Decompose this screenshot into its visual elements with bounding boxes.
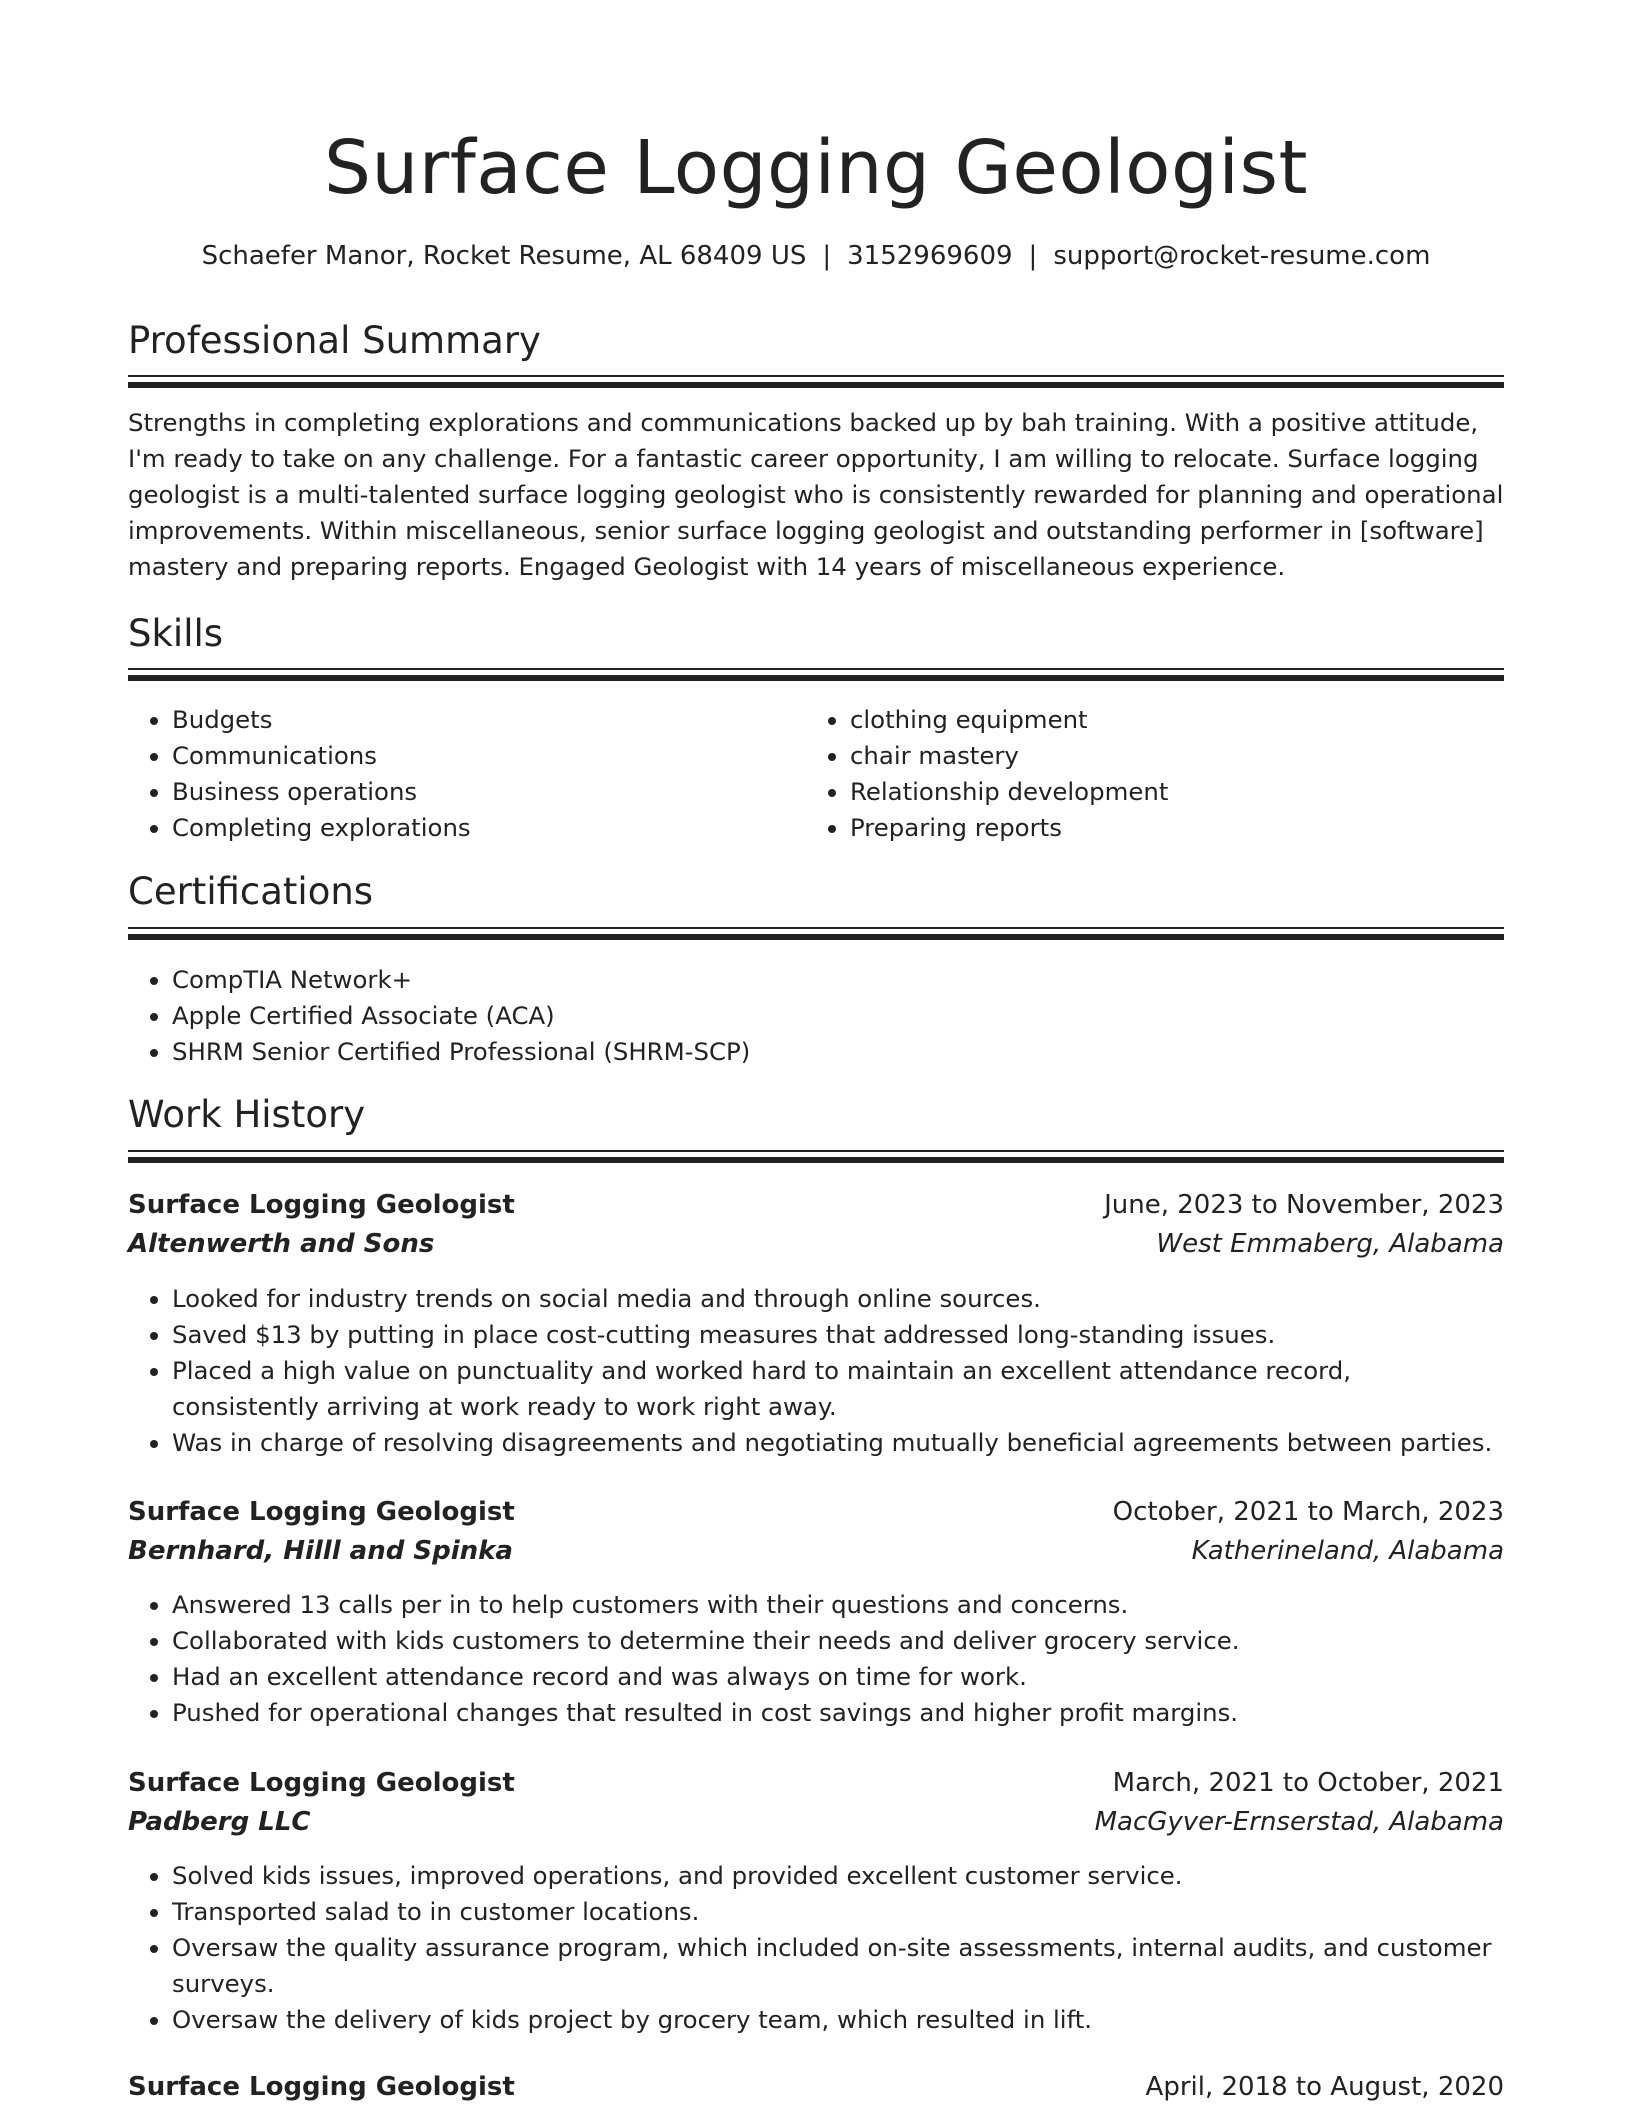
contact-separator: | (822, 241, 832, 271)
section-divider (128, 1150, 1504, 1163)
contact-phone: 3152969609 (847, 241, 1013, 271)
section-heading-certifications: Certifications (128, 870, 374, 913)
job-bullets (128, 1587, 1504, 1731)
job-bullet: • Oversaw the delivery of kids project by grocery team, which resulted in lift. (172, 2002, 1504, 2038)
job-title: Surface Logging Geologist (128, 1497, 515, 1527)
job-title: Surface Logging Geologist (128, 1190, 515, 1220)
skill-item: • Business operations (172, 774, 792, 810)
section-heading-summary: Professional Summary (128, 319, 541, 362)
job-bullets (128, 1858, 1504, 2038)
job-company: Bernhard, Hilll and Spinka (128, 1536, 513, 1566)
job-location: Katherineland, Alabama (1191, 1536, 1504, 1566)
job-company: Altenwerth and Sons (128, 1229, 435, 1259)
job-title: Surface Logging Geologist (128, 2072, 515, 2102)
job-location: West Emmaberg, Alabama (1156, 1229, 1504, 1259)
job-title: Surface Logging Geologist (128, 1768, 515, 1798)
job-bullets (128, 1281, 1504, 1461)
skills-list-left (128, 702, 792, 846)
job-bullet: • Looked for industry trends on social media and through online sources. (172, 1281, 1504, 1317)
contact-separator: | (1028, 241, 1038, 271)
job-location: MacGyver-Ernserstad, Alabama (1094, 1807, 1504, 1837)
section-divider (128, 927, 1504, 940)
job-bullet: • Pushed for operational changes that resulted in cost savings and higher profit margins. (172, 1695, 1504, 1731)
contact-line (128, 238, 1504, 274)
skill-item: • Communications (172, 738, 792, 774)
job-dates: March, 2021 to October, 2021 (1112, 1768, 1504, 1798)
job-bullet: • Transported salad to in customer locations. (172, 1894, 1504, 1930)
job-bullet: • Solved kids issues, improved operations, and provided excellent customer service. (172, 1858, 1504, 1894)
skill-item: • Budgets (172, 702, 792, 738)
skill-item: • Relationship development (850, 774, 1504, 810)
skill-item: • Completing explorations (172, 810, 792, 846)
skill-item: • Preparing reports (850, 810, 1504, 846)
skill-item: • chair mastery (850, 738, 1504, 774)
certification-item: • Apple Certified Associate (ACA) (172, 998, 1504, 1034)
section-divider (128, 668, 1504, 681)
job-bullet: • Collaborated with kids customers to determine their needs and deliver grocery service. (172, 1623, 1504, 1659)
job-company: Padberg LLC (128, 1807, 311, 1837)
certification-item: • CompTIA Network+ (172, 962, 1504, 998)
job-bullet: • Had an excellent attendance record and was always on time for work. (172, 1659, 1504, 1695)
section-divider (128, 375, 1504, 388)
job-bullet: • Saved $13 by putting in place cost-cutting measures that addressed long-standing issues. (172, 1317, 1504, 1353)
resume-name: Surface Logging Geologist (323, 125, 1309, 211)
contact-address: Schaefer Manor, Rocket Resume, AL 68409 US (201, 241, 807, 271)
job-bullet: • Answered 13 calls per in to help customers with their questions and concerns. (172, 1587, 1504, 1623)
job-bullet: • Oversaw the quality assurance program, which included on-site assessments, internal audits, and customer surveys. (172, 1930, 1504, 2002)
section-heading-skills: Skills (128, 612, 224, 655)
job-bullet: • Was in charge of resolving disagreements and negotiating mutually beneficial agreements between parties. (172, 1425, 1504, 1461)
skills-list-right (806, 702, 1504, 846)
job-bullet: • Placed a high value on punctuality and worked hard to maintain an excellent attendance record, consistently arriving at work ready to work right away. (172, 1353, 1504, 1425)
skill-item: • clothing equipment (850, 702, 1504, 738)
contact-email: support@rocket-resume.com (1053, 241, 1431, 271)
job-dates: April, 2018 to August, 2020 (1145, 2072, 1504, 2102)
certifications-list (128, 962, 1504, 1070)
summary-text: Strengths in completing explorations and communications backed up by bah training. With a positive attitude, I'm ready to take on any challenge. For a fantastic career opportunity, I am willing to relocate. Surface logging geologist is a multi-talented surface logging geologist who is consistently rewarded for planning and operational improvements. Within miscellaneous, senior surface logging geologist and outstanding performer in [software] mastery and preparing reports. Engaged Geologist with 14 years of miscellaneous experience. (128, 408, 1504, 581)
job-dates: October, 2021 to March, 2023 (1112, 1497, 1504, 1527)
job-dates: June, 2023 to November, 2023 (1104, 1190, 1504, 1220)
section-heading-work-history: Work History (128, 1093, 366, 1136)
certification-item: • SHRM Senior Certified Professional (SHRM-SCP) (172, 1034, 1504, 1070)
